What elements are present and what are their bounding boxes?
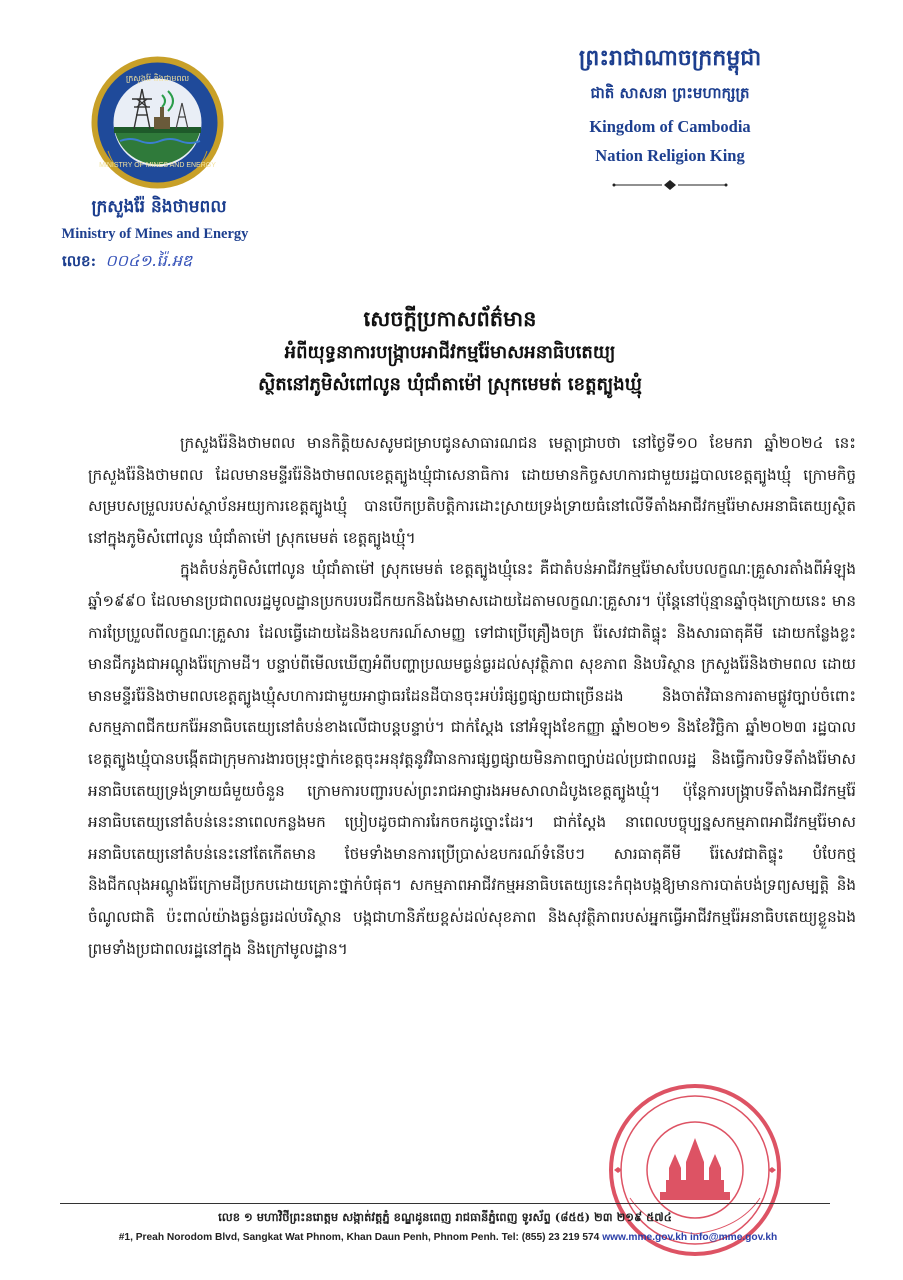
motto-en: Nation Religion King (595, 146, 745, 165)
motto-kh: ជាតិ សាសនា ព្រះមហាក្សត្រ (590, 84, 750, 102)
announcement-body (88, 428, 856, 965)
svg-text:MINISTRY OF MINES AND ENERGY: MINISTRY OF MINES AND ENERGY (99, 162, 216, 169)
reference-number (62, 250, 192, 274)
footer-divider (60, 1203, 830, 1204)
footer-address-en (58, 1232, 838, 1243)
footer-address-kh: លេខ ១ មហាវិថីព្រះនរោត្តម សង្កាត់វត្តភ្នំ ខណ្ឌដូនពេញ រាជធានីភ្នំពេញ ទូរស័ព្ទ (៨៥៥) ២៣ ២១៩ ៥៧៤ (218, 1210, 672, 1224)
announcement-location: ស្ថិតនៅភូមិសំពៅលូន ឃុំជាំតាម៉ៅ ស្រុកមេមត់ ខេត្តត្បូងឃ្មុំ (258, 374, 642, 395)
ministry-name-kh: ក្រសួងរ៉ែ និងថាមពល (91, 197, 227, 217)
body-paragraph-1: ក្រសួងរ៉ែនិងថាមពល មានកិត្តិយសសូមជម្រាបជូនសាធារណជន មេត្តាជ្រាបថា នៅថ្ងៃទី១០ ខែមករា ឆ្នាំ២០២៤ នេះ ក្រសួងរ៉ែនិងថាមពល ដែលមានមន្ទីររ៉ែនិងថាមពលខេត្តត្បូងឃ្មុំជាសេនាធិការ ដោយមានកិច្ចសហការជាមួយរដ្ឋបាលខេត្តត្បូងឃ្មុំ ក្រោមកិច្ចសម្របសម្រួលរបស់ស្ថាប័នអយ្យការខេត្តត្បូងឃ្មុំ បានបើកប្រតិបត្តិការដោះស្រាយទ្រង់ទ្រាយធំនៅលើទីតាំងអាជីវកម្មរ៉ែមាសអនាធិតេយ្យស្ថិតនៅក្នុងភូមិសំពៅលូន ឃុំជាំតាម៉ៅ ស្រុកមេមត់ ខេត្តត្បូងឃ្មុំ។ (88, 434, 856, 547)
footer-website-link[interactable]: www.mme.gov.kh (602, 1232, 688, 1243)
svg-text:ក្រសួងរ៉ែ និងថាមពល: ក្រសួងរ៉ែ និងថាមពល (125, 74, 190, 83)
footer-email-link[interactable]: info@mme.gov.kh (689, 1232, 778, 1243)
footer-address-line: #1, Preah Norodom Blvd, Sangkat Wat Phnom, Khan Daun Penh, Phnom Penh. Tel: (855) 23 219 574 (118, 1232, 600, 1243)
reference-value: ០០៤១.រ៉ៃ.អឌ (105, 251, 193, 270)
ministry-logo (90, 55, 225, 190)
kingdom-title-en: Kingdom of Cambodia (589, 117, 751, 136)
ministry-name-en: Ministry of Mines and Energy (61, 226, 249, 242)
kingdom-title-kh: ព្រះរាជាណាចក្រកម្ពុជា (578, 45, 762, 71)
body-paragraph-2: ក្នុងតំបន់ភូមិសំពៅលូន ឃុំជាំតាម៉ៅ ស្រុកមេមត់ ខេត្តត្បូងឃ្មុំនេះ គឺជាតំបន់អាជីវកម្មរ៉ែមាសបែបលក្ខណៈគ្រួសារតាំងពីអំឡុងឆ្នាំ១៩៩០ ដែលមានប្រជាពលរដ្ឋមូលដ្ឋានប្រកបរបរជីកយកនិងរែងមាសដោយដៃតាមលក្ខណៈគ្រួសារ។ ប៉ុន្តែនៅប៉ុន្មានឆ្នាំចុងក្រោយនេះ មានការប្រែប្រួលពីលក្ខណៈគ្រួសារ ដែលធ្វើដោយដៃនិងឧបករណ៍សាមញ្ញ ទៅជាប្រើគ្រឿងចក្រ រ៉ែសេវជាតិផ្ទុះ និងសារធាតុគីមី ដោយកន្លែងខ្លះមានជីករូងជាអណ្តូងរ៉ែក្រោមដី។ បន្ទាប់ពីមើលឃើញអំពីបញ្ហាប្រឈមធ្ងន់ធ្ងរដល់សុវត្ថិភាព សុខភាព និងបរិស្ថាន ក្រសួងរ៉ែនិងថាមពល ដោយមានមន្ទីររ៉ែនិងថាមពលខេត្តត្បូងឃ្មុំសហការជាមួយអាជ្ញាធរដែនដីបានចុះអប់រំផ្សព្វផ្សាយជាច្រើនដង និងចាត់វិធានការតាមផ្លូវច្បាប់ចំពោះសកម្មភាពជីកយករ៉ែអនាធិបតេយ្យនៅតំបន់ខាងលើជាបន្តបន្ទាប់។ ជាក់ស្តែង នៅអំឡុងខែកញ្ញា ឆ្នាំ២០២១ និងខែវិច្ឆិកា ឆ្នាំ២០២៣ រដ្ឋបាលខេត្តត្បូងឃ្មុំបានបង្កើតជាក្រុមការងារចម្រុះថ្នាក់ខេត្តចុះអនុវត្តនូវវិធានការផ្សព្វផ្សាយមិនភាពច្បាប់ដល់ប្រជាពលរដ្ឋ និងធ្វើការបិទទីតាំងរ៉ែមាសអនាធិបតេយ្យទ្រង់ទ្រាយធំមួយចំនួន ក្រោមការបញ្ជារបស់ព្រះរាជអាជ្ញារងអមសាលាដំបូងខេត្តត្បូងឃ្មុំ។ ប៉ុន្តែការបង្ក្រាបទីតាំងអាជីវកម្មរ៉ែអនាធិបតេយ្យនៅតំបន់នេះនាពេលកន្លងមក ប្រៀបដូចជាការរែកចកដូច្នោះដែរ។ ជាក់ស្តែង នាពេលបច្ចុប្បន្នសកម្មភាពអាជីវកម្មរ៉ែមាសអនាធិបតេយ្យនៅតំបន់នេះនៅតែកើតមាន ថែមទាំងមានការប្រើប្រាស់ឧបករណ៍ទំនើបៗ សារធាតុគីមី រ៉ែសេវជាតិផ្ទុះ បំបែកថ្ម និងជីកលុងអណ្តូងរ៉ែក្រោមដីប្រកបដោយគ្រោះថ្នាក់បំផុត។ សកម្មភាពអាជីវកម្មអនាធិបតេយ្យនេះកំពុងបង្កឱ្យមានការបាត់បង់ទ្រព្យសម្បត្តិ និងចំណូលជាតិ ប៉ះពាល់យ៉ាងធ្ងន់ធ្ងរដល់បរិស្ថាន បង្កជាហានិភ័យខ្ពស់ដល់សុខភាព និងសុវត្ថិភាពរបស់អ្នកធ្វើអាជីវកម្មរ៉ែអនាធិបតេយ្យខ្លួនឯង ព្រមទាំងប្រជាពលរដ្ឋនៅក្នុង និងក្រៅមូលដ្ឋាន។ (88, 560, 856, 958)
announcement-title: សេចក្តីប្រកាសព័ត៌មាន (363, 306, 537, 331)
header-ornament (610, 178, 730, 192)
reference-label: លេខ: (62, 252, 97, 270)
announcement-subtitle: អំពីយុទ្ធនាការបង្ក្រាបអាជីវកម្មរ៉ែមាសអនាធិបតេយ្យ (284, 342, 616, 363)
